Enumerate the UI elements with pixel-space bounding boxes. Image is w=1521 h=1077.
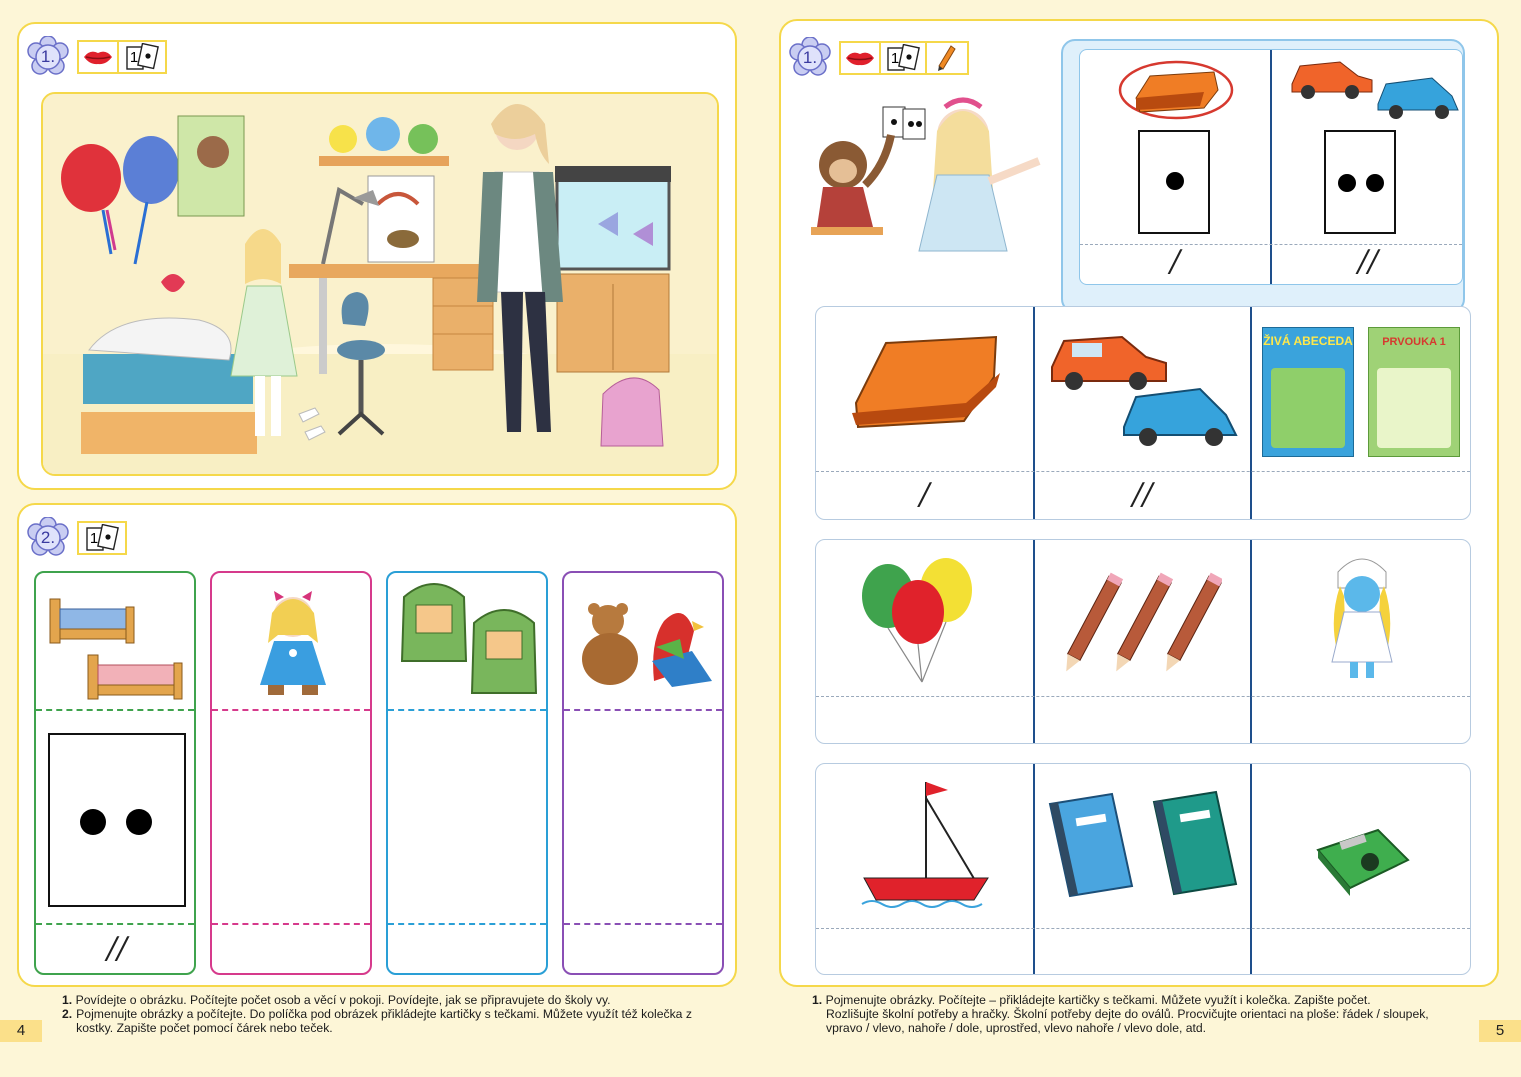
left-page-instructions: 1. Povídejte o obrázku. Počítejte počet osob a věcí v pokoji. Povídejte, jak se připravujete do školy vy. 2. Pojmenujte obrázky a počítejte. Do políčka pod obrázek přikládejte kartičky s tečkami. Můžete využít též kolečka z kostky. Zapište počet pomocí čárek nebo teček. bbox=[62, 993, 692, 1035]
page-number-right: 5 bbox=[1479, 1020, 1521, 1042]
count-column-beds bbox=[34, 571, 196, 975]
task-number: 1. bbox=[40, 47, 56, 66]
count-column-toys[interactable] bbox=[562, 571, 724, 975]
tally-marks: // bbox=[1132, 477, 1153, 512]
count-column-backpacks[interactable] bbox=[386, 571, 548, 975]
speak-lips-icon bbox=[841, 43, 881, 73]
task1-panel bbox=[17, 22, 737, 490]
right-task1-panel bbox=[779, 19, 1499, 987]
picture-row-1 bbox=[815, 306, 1471, 520]
doll-picture bbox=[248, 591, 338, 701]
task-number-flower-icon bbox=[789, 37, 831, 79]
tally-marks: // bbox=[1357, 244, 1379, 279]
card-digit: 1 bbox=[89, 529, 99, 547]
pencil-sharpener-picture bbox=[1312, 820, 1412, 900]
bedroom-scene-illustration bbox=[41, 92, 719, 476]
dot-card-one bbox=[1138, 130, 1210, 234]
picture-row-2 bbox=[815, 539, 1471, 744]
two-cars-picture bbox=[1048, 327, 1238, 447]
book-title: PRVOUKA 1 bbox=[1382, 336, 1446, 348]
dot-card-icon bbox=[79, 523, 125, 553]
task-number-flower-icon bbox=[27, 36, 69, 78]
book-cover-prvouka bbox=[1368, 327, 1460, 457]
task2-header bbox=[27, 517, 127, 559]
tally-marks: / bbox=[1169, 244, 1181, 279]
task-icon-bar bbox=[839, 41, 969, 75]
dot-card-two bbox=[48, 733, 186, 907]
pencil-write-icon bbox=[927, 43, 967, 73]
book-title: ŽIVÁ ABECEDA bbox=[1263, 334, 1353, 348]
dot-card-icon bbox=[119, 42, 165, 72]
two-backpacks-picture bbox=[396, 577, 542, 703]
task-number: 2. bbox=[40, 528, 56, 547]
task-icon-bar bbox=[77, 40, 167, 74]
example-box bbox=[1061, 39, 1465, 313]
card-digit: 1 bbox=[890, 49, 900, 67]
right-task1-header bbox=[789, 37, 969, 79]
two-notebooks-picture bbox=[1046, 788, 1242, 904]
task1-header bbox=[27, 36, 167, 78]
book-picture bbox=[846, 333, 1006, 433]
task-icon-bar bbox=[77, 521, 127, 555]
three-pencils-picture bbox=[1062, 570, 1222, 680]
two-cars-picture bbox=[1286, 50, 1462, 122]
right-page-instructions: 1. Pojmenujte obrázky. Počítejte – přikládejte kartičky s tečkami. Můžete využít i kolečka. Zapište počet. Rozlišujte školní potřeby a hračky. Školní potřeby dejte do oválů. Procvičujte orientaci na ploše: řádek / sloupek, vpravo / vlevo, nahoře / dole, uprostřed, vlevo nahoře / vlevo dole, atd. bbox=[812, 993, 1429, 1035]
book-cover-ziva-abeceda bbox=[1262, 327, 1354, 457]
book-in-oval-picture bbox=[1116, 58, 1236, 122]
tally-marks: // bbox=[106, 931, 128, 966]
teddy-bear-and-parrot-picture bbox=[572, 601, 718, 691]
count-column-doll[interactable] bbox=[210, 571, 372, 975]
three-balloons-picture bbox=[856, 550, 976, 688]
smurfette-picture bbox=[1316, 552, 1406, 688]
monkey-and-girl-illustration bbox=[803, 95, 1063, 255]
task-number-flower-icon bbox=[27, 517, 69, 559]
sailboat-picture bbox=[856, 772, 996, 912]
page-number-left: 4 bbox=[0, 1020, 42, 1042]
card-digit: 1 bbox=[129, 48, 139, 66]
picture-row-3 bbox=[815, 763, 1471, 975]
dot-card-icon bbox=[881, 43, 927, 73]
dot-card-two bbox=[1324, 130, 1396, 234]
task-number: 1. bbox=[802, 48, 818, 67]
task2-panel bbox=[17, 503, 737, 987]
tally-marks: / bbox=[919, 477, 930, 512]
two-beds-picture bbox=[46, 579, 188, 703]
speak-lips-icon bbox=[79, 42, 119, 72]
